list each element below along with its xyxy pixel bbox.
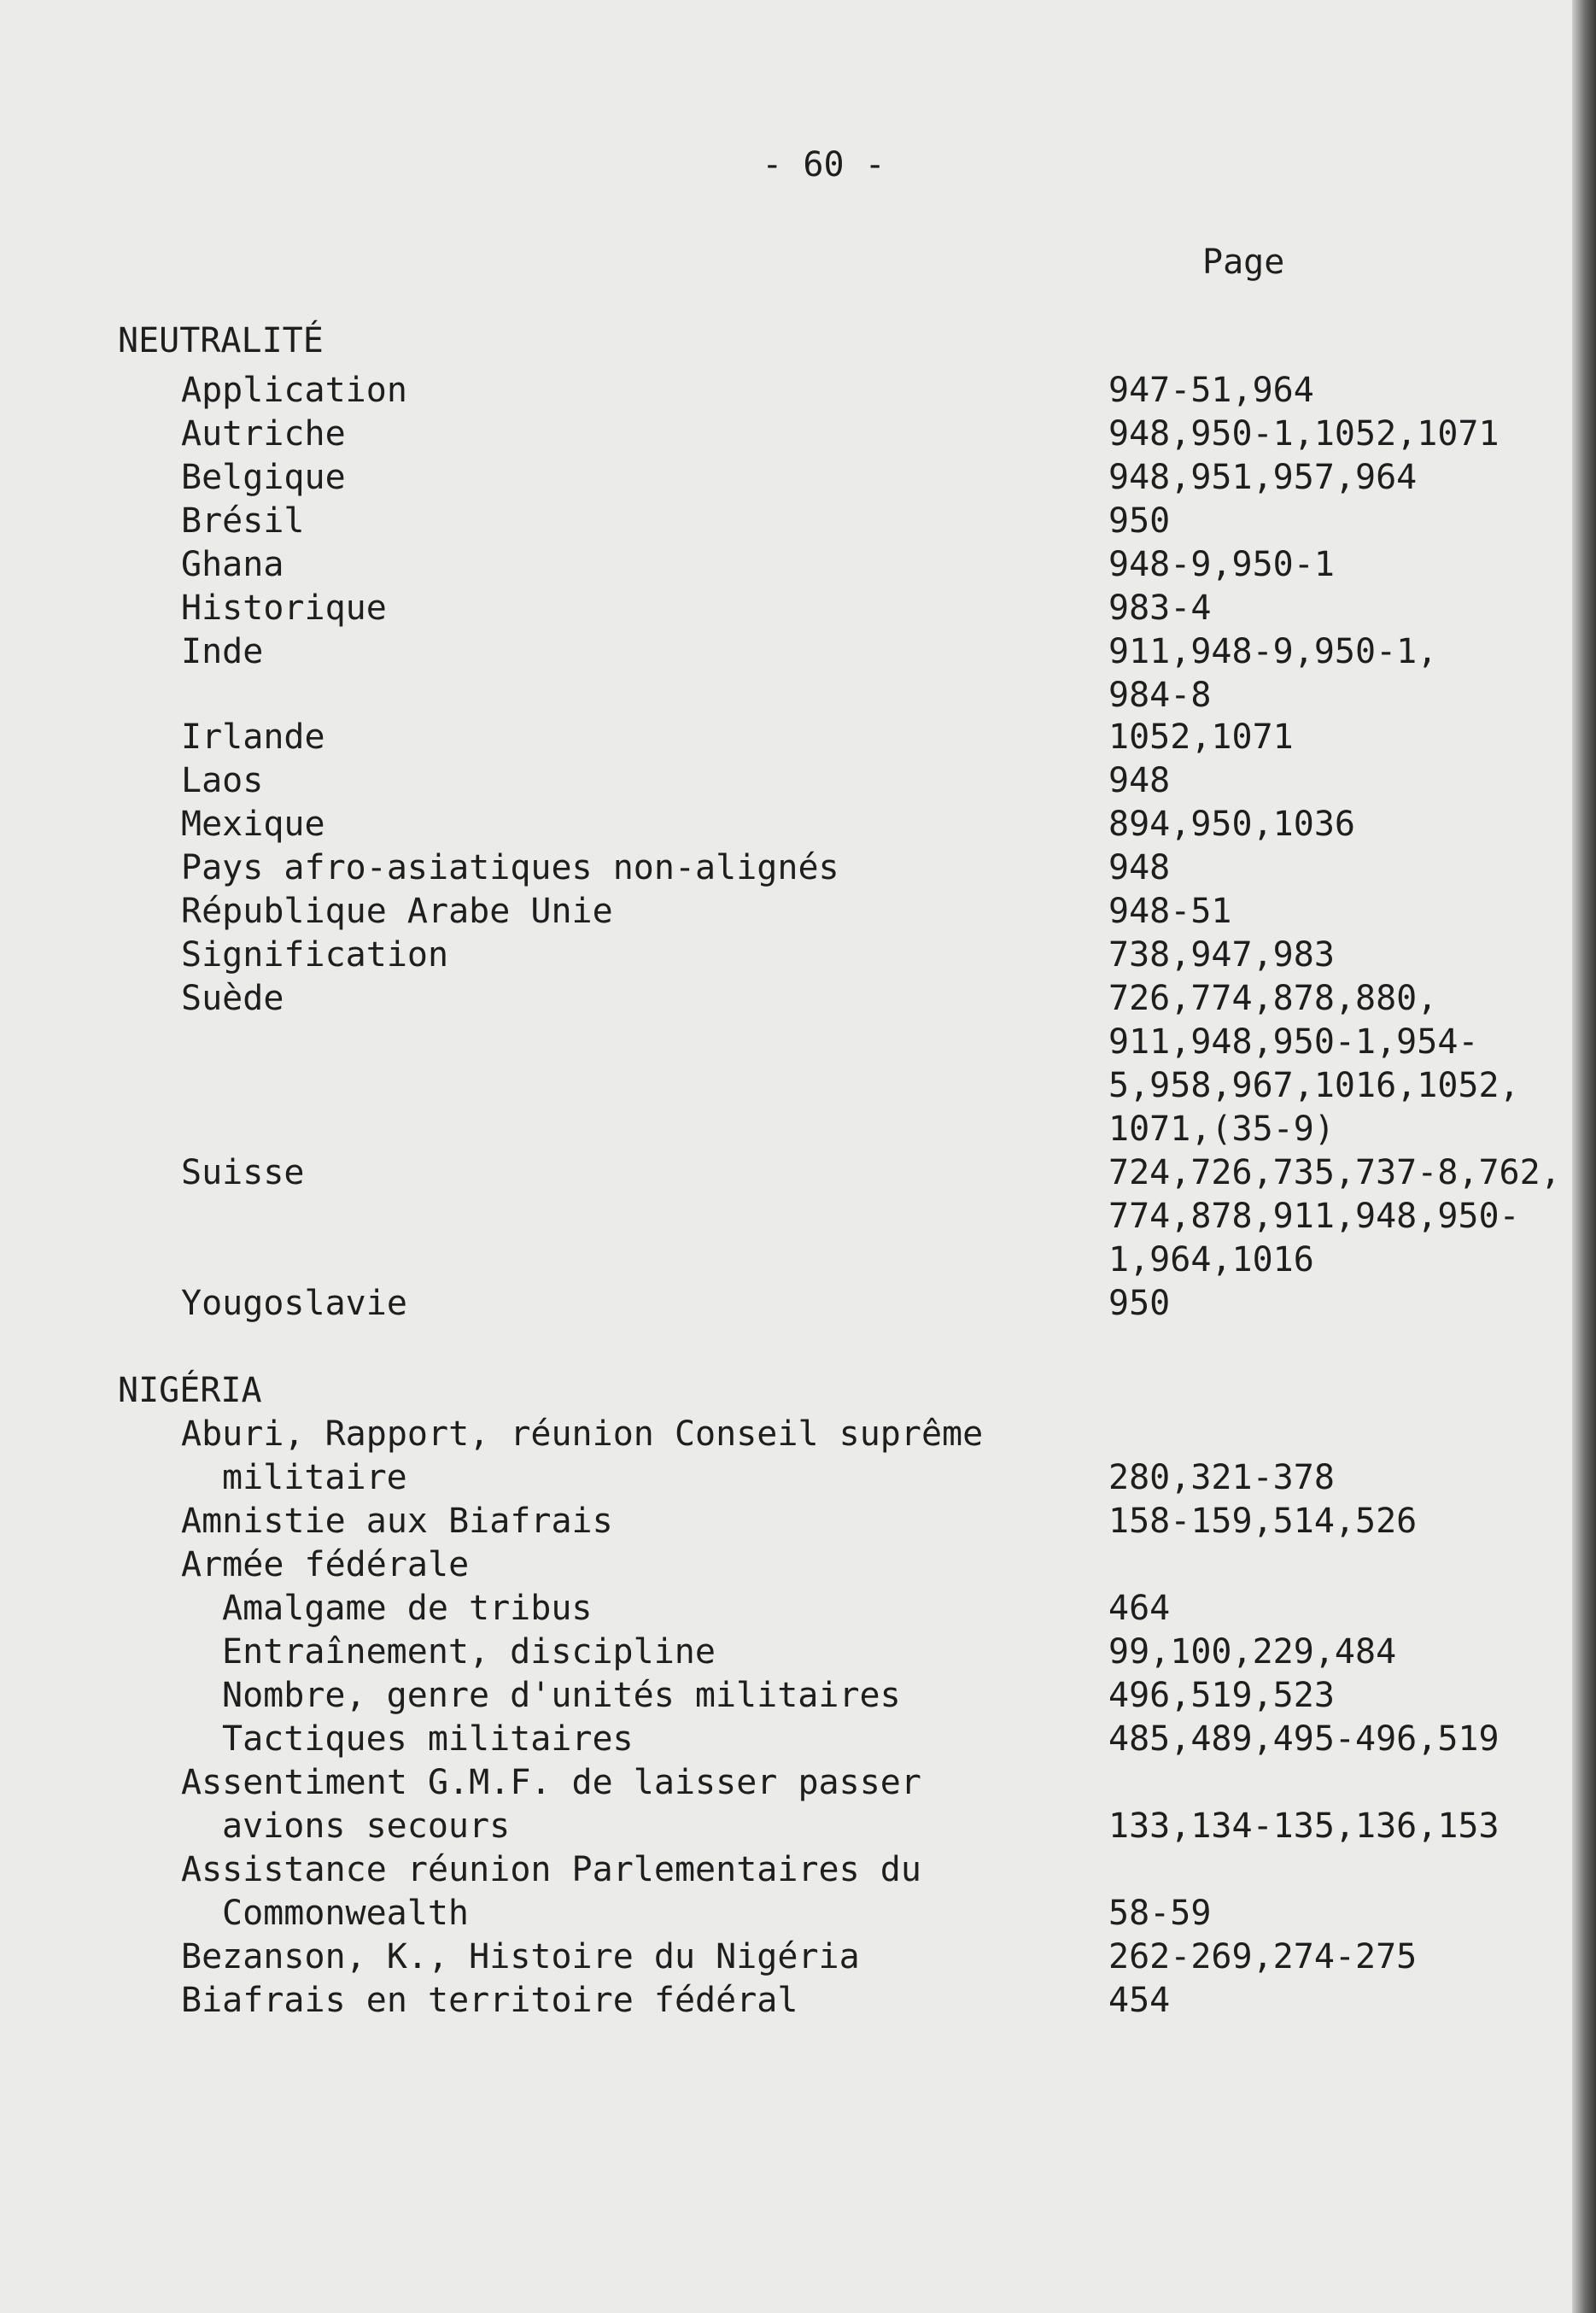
index-term: Yougoslavie: [181, 1284, 407, 1323]
index-pages: 726,774,878,880,: [1108, 979, 1438, 1018]
index-entry: [0, 1979, 1596, 2023]
index-pages: 1071,(35-9): [1108, 1110, 1335, 1149]
index-term: Amalgame de tribus: [222, 1589, 593, 1628]
index-term: Biafrais en territoire fédéral: [181, 1981, 798, 2020]
index-entry: [0, 1151, 1596, 1195]
index-term: Armée fédérale: [181, 1545, 470, 1584]
index-entry: [0, 1369, 1596, 1413]
index-term: Pays afro-asiatiques non-alignés: [181, 848, 839, 887]
index-entry: [0, 1674, 1596, 1718]
index-entry: [0, 1935, 1596, 1979]
index-entry: [0, 500, 1596, 543]
index-pages: 948: [1108, 848, 1171, 887]
index-pages: 262-269,274-275: [1108, 1937, 1418, 1976]
index-pages: 911,948-9,950-1,: [1108, 632, 1438, 671]
index-term: Laos: [181, 761, 264, 800]
index-pages: 738,947,983: [1108, 935, 1335, 975]
index-entry: [0, 1805, 1596, 1848]
index-entry: [0, 934, 1596, 977]
index-entry: [0, 319, 1596, 363]
index-entry: [0, 543, 1596, 587]
column-header-page: Page: [1202, 243, 1285, 282]
index-pages: 454: [1108, 1981, 1171, 2020]
index-entry: [0, 1500, 1596, 1543]
index-entry: [0, 890, 1596, 934]
index-pages: 950: [1108, 1284, 1171, 1323]
index-entry: [0, 1238, 1596, 1282]
index-pages: 280,321-378: [1108, 1458, 1335, 1497]
index-term: Suisse: [181, 1153, 305, 1192]
index-pages: 983-4: [1108, 588, 1212, 628]
index-term: NEUTRALITÉ: [118, 321, 324, 360]
index-entry: [0, 369, 1596, 413]
index-pages: 947-51,964: [1108, 371, 1314, 410]
index-entry: [0, 1195, 1596, 1238]
index-entry: [0, 1282, 1596, 1326]
page-number: - 60 -: [762, 145, 886, 184]
index-entry: [0, 1413, 1596, 1456]
index-pages: 485,489,495-496,519: [1108, 1719, 1500, 1759]
index-pages: 950: [1108, 501, 1171, 541]
index-pages: 99,100,229,484: [1108, 1632, 1397, 1672]
index-term: Ghana: [181, 545, 284, 584]
index-term: Tactiques militaires: [222, 1719, 634, 1759]
index-entry: [0, 1543, 1596, 1587]
index-entry: [0, 1631, 1596, 1674]
index-term: Entraînement, discipline: [222, 1632, 716, 1672]
index-pages: 158-159,514,526: [1108, 1502, 1418, 1541]
index-pages: 948,950-1,1052,1071: [1108, 414, 1500, 454]
index-pages: 948: [1108, 761, 1171, 800]
index-term: Belgique: [181, 458, 346, 497]
index-pages: 948,951,957,964: [1108, 458, 1418, 497]
index-term: République Arabe Unie: [181, 892, 613, 931]
index-pages: 133,134-135,136,153: [1108, 1806, 1500, 1846]
index-entry: [0, 803, 1596, 846]
index-entry: [0, 674, 1596, 717]
index-entry: [0, 413, 1596, 456]
index-term: avions secours: [222, 1806, 511, 1846]
index-pages: 1,964,1016: [1108, 1240, 1314, 1279]
index-pages: 58-59: [1108, 1894, 1212, 1933]
index-pages: 948-51: [1108, 892, 1232, 931]
index-entry: [0, 1587, 1596, 1631]
index-term: Historique: [181, 588, 387, 628]
index-term: Application: [181, 371, 407, 410]
index-entry: [0, 456, 1596, 500]
index-pages: 1052,1071: [1108, 717, 1294, 757]
index-term: Aburi, Rapport, réunion Conseil suprême: [181, 1414, 984, 1454]
index-term: Autriche: [181, 414, 346, 454]
index-pages: 911,948,950-1,954-: [1108, 1022, 1479, 1062]
index-pages: 724,726,735,737-8,762,: [1108, 1153, 1561, 1192]
index-entry: [0, 587, 1596, 630]
index-term: Amnistie aux Biafrais: [181, 1502, 613, 1541]
index-pages: 948-9,950-1: [1108, 545, 1335, 584]
index-pages: 5,958,967,1016,1052,: [1108, 1066, 1520, 1105]
index-entry: [0, 846, 1596, 890]
index-pages: 894,950,1036: [1108, 805, 1355, 844]
index-term: NIGÉRIA: [118, 1371, 262, 1410]
index-term: Inde: [181, 632, 264, 671]
index-pages: 496,519,523: [1108, 1676, 1335, 1715]
index-term: Assentiment G.M.F. de laisser passer: [181, 1763, 921, 1802]
index-term: Nombre, genre d'unités militaires: [222, 1676, 901, 1715]
index-term: Signification: [181, 935, 449, 975]
index-entry: [0, 1761, 1596, 1805]
index-entry: [0, 1108, 1596, 1151]
index-pages: 464: [1108, 1589, 1171, 1628]
index-entry: [0, 1064, 1596, 1108]
index-entry: [0, 630, 1596, 674]
index-entry: [0, 1848, 1596, 1892]
index-term: Assistance réunion Parlementaires du: [181, 1850, 921, 1889]
index-term: Bezanson, K., Histoire du Nigéria: [181, 1937, 860, 1976]
index-term: Brésil: [181, 501, 305, 541]
index-term: Commonwealth: [222, 1894, 469, 1933]
index-entry: [0, 716, 1596, 759]
index-pages: 984-8: [1108, 676, 1212, 715]
index-entry: [0, 1718, 1596, 1761]
index-entry: [0, 1892, 1596, 1935]
index-entry: [0, 1456, 1596, 1500]
index-term: militaire: [222, 1458, 407, 1497]
index-term: Suède: [181, 979, 284, 1018]
index-entry: [0, 1021, 1596, 1064]
index-term: Irlande: [181, 717, 325, 757]
index-term: Mexique: [181, 805, 325, 844]
index-pages: 774,878,911,948,950-: [1108, 1197, 1520, 1236]
index-entry: [0, 977, 1596, 1021]
index-entry: [0, 759, 1596, 803]
